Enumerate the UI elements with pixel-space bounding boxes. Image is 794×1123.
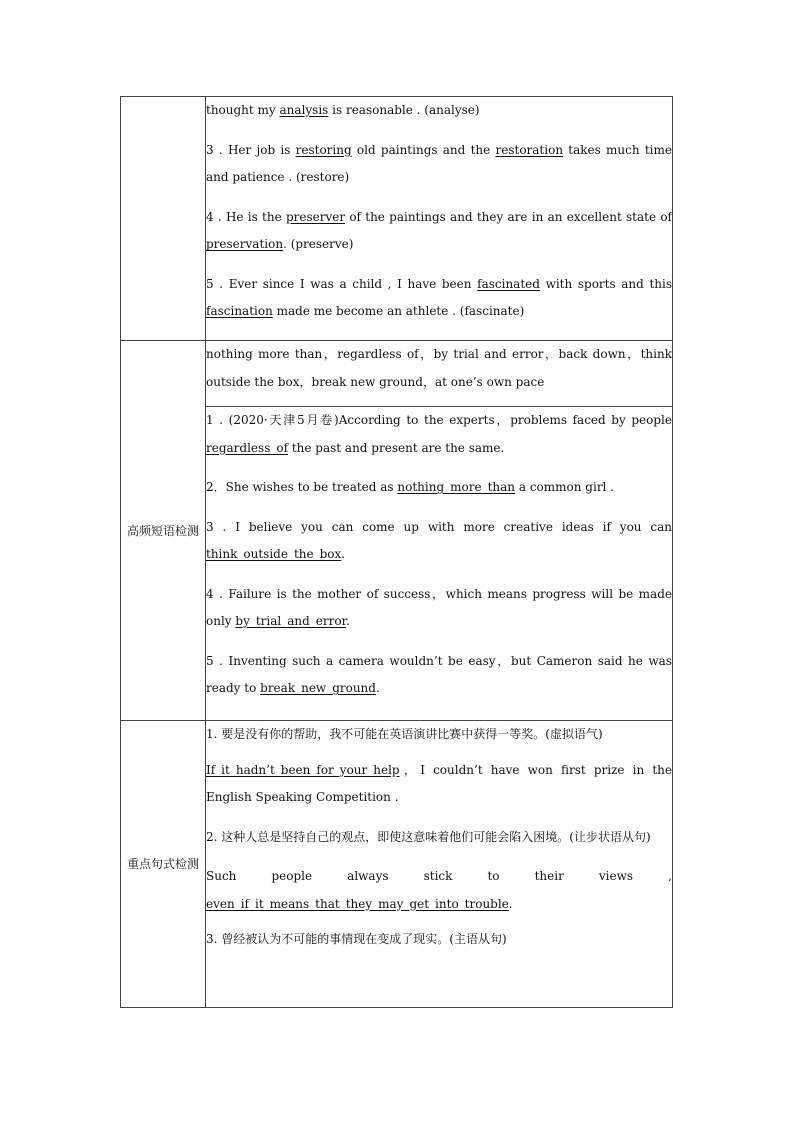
answer-blank: fascinated: [477, 276, 540, 291]
worksheet-table: [120, 96, 673, 1008]
section-label-phrases: 高频短语检测: [121, 341, 206, 721]
phrase-list: nothing more than，regardless of，by trial and error，back down，think outside the box，break new ground，at one’s own pace: [206, 347, 672, 389]
answer-blank: preservation: [206, 237, 284, 251]
word-form-row: [121, 97, 673, 341]
answer-blank: nothing_more_than: [397, 480, 516, 494]
sentence-item-2-line: Such people always stick to their views ,: [206, 869, 672, 883]
answer-blank: analysis: [279, 103, 329, 117]
phrase-item-5: 5 . Inventing such a camera wouldn’t be easy，but Cameron said he was ready to break_new_ground.: [206, 653, 672, 695]
answer-blank: preserver: [285, 209, 346, 224]
answer-blank: restoring: [295, 142, 352, 157]
answer-blank: If_it_hadn’t_been_for_your_help: [206, 762, 400, 777]
phrase-item-4: 4 . Failure is the mother of success，which means progress will be made only by_trial_and_error.: [206, 586, 672, 628]
phrase-bank-row: [121, 341, 673, 407]
word-form-item-4: 4 . He is the preserver of the paintings and they are in an excellent state of preservation. (preserve): [206, 209, 672, 251]
answer-blank: by_trial_and_error: [235, 614, 347, 628]
answer-blank: fascination: [206, 304, 273, 318]
answer-blank: break_new_ground: [260, 681, 376, 695]
word-form-item-5: 5 . Ever since I was a child , I have been fascinated with sports and this fascination made me become an athlete . (fascinate): [206, 276, 672, 318]
sentence-item-1-answer: If_it_hadn’t_been_for_your_help，I couldn’t have won first prize in the English Speaking Competition .: [206, 762, 672, 804]
word-form-item-3: 3 . Her job is restoring old paintings and the restoration takes much time and patience . (restore): [206, 142, 672, 184]
word-form-item-2: thought my analysis is reasonable . (analyse): [206, 103, 480, 117]
section-label-sentences: 重点句式检测: [121, 721, 206, 1008]
phrase-item-3: 3 . I believe you can come up with more creative ideas if you can think_outside_the_box.: [206, 519, 672, 561]
phrase-item-2: 2．She wishes to be treated as nothing_more_than a common girl .: [206, 480, 615, 494]
sentence-item-2-prompt: 2. 这种人总是坚持自己的观点，即使这意味着他们可能会陷入困境。(让步状语从句): [206, 829, 651, 844]
sentence-item-3-prompt: 3. 曾经被认为不可能的事情现在变成了现实。(主语从句): [206, 932, 507, 946]
answer-blank: even_if_it_means_that_they_may_get_into_trouble: [206, 896, 509, 911]
answer-blank: think_outside_the_box: [206, 547, 342, 561]
phrase-item-1: 1 . (2020·天津5月卷)According to the experts，problems faced by people regardless_of the past and present are the same.: [206, 413, 672, 455]
phrase-exercise-content: [206, 407, 673, 721]
sentence-pattern-row: [121, 721, 673, 1008]
phrase-bank: [206, 341, 673, 407]
word-form-content: [206, 97, 673, 341]
answer-blank: restoration: [495, 142, 564, 157]
answer-blank: regardless_of: [206, 440, 289, 455]
sentence-pattern-content: [206, 721, 673, 1008]
sentence-item-1-prompt: 1. 要是没有你的帮助，我不可能在英语演讲比赛中获得一等奖。(虚拟语气): [206, 727, 603, 741]
sentence-item-2-answer: even_if_it_means_that_they_may_get_into_trouble.: [206, 896, 513, 911]
word-form-label-cell: [121, 97, 206, 341]
